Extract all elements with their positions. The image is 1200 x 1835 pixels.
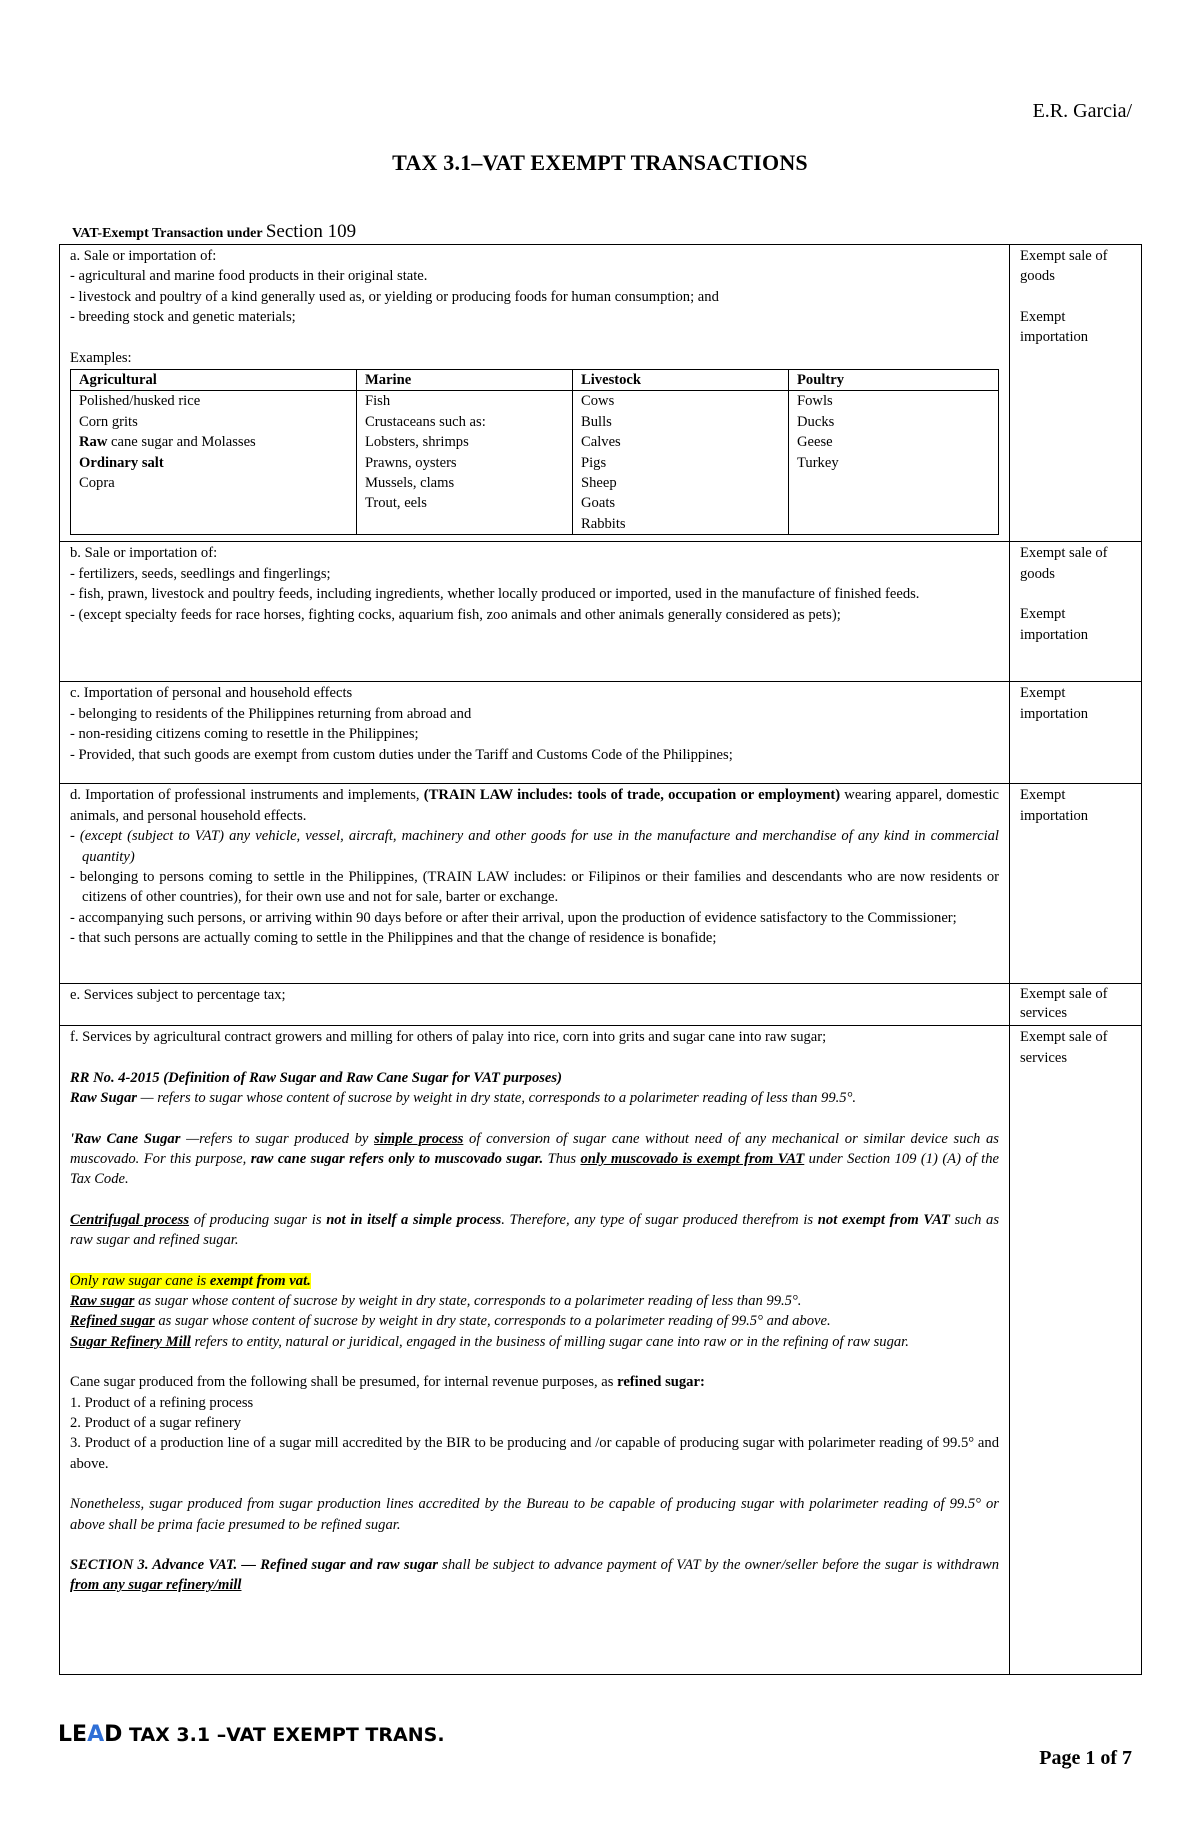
list-item: Mussels, clams [365,475,455,492]
highlighted-note: Only raw sugar cane is exempt from vat. [70,1272,311,1289]
list-item: 2. Product of a sugar refinery [70,1414,242,1431]
table-row-f [60,1026,1142,1675]
row-f-classification: Exempt sale of services [1010,1026,1142,1675]
list-item: - accompanying such persons, or arriving within 90 days before or after their arrival, upon the production of evidence satisfactory to the Commissioner; [70,909,957,926]
author-initials: E.R. Garcia/ [1032,100,1132,122]
page-number: Page 1 of 7 [1039,1747,1132,1769]
examples-table [70,369,999,535]
table-row-d [60,784,1142,984]
list-item: - belonging to persons coming to settle in the Philippines, (TRAIN LAW includes: or Filipinos or their families and descendants who are now residents or citizens of other countries), for their own use and not for sale, barter or exchange. [70,868,999,906]
section-3-advance-vat: SECTION 3. Advance VAT. — Refined sugar and raw sugar shall be subject to advance payment of VAT by the owner/seller before the sugar is withdrawn from any sugar refinery/mill [70,1557,1000,1594]
col-header-marine: Marine [357,370,573,391]
row-d-content [60,784,1010,984]
table-row-c [60,682,1142,784]
row-c-intro: c. Importation of personal and household effects [70,685,353,702]
raw-sugar-def: Raw sugar as sugar whose content of sucrose by weight in dry state, corresponds to a polarimeter reading of less than 99.5°. [70,1292,802,1309]
list-item: Rabbits [581,515,626,532]
list-item: - breeding stock and genetic materials; [70,309,296,326]
table-row-e [60,984,1142,1026]
list-item: - non-residing citizens coming to resettle in the Philippines; [70,726,419,743]
list-item: Bulls [581,413,612,430]
document-title: TAX 3.1–VAT EXEMPT TRANSACTIONS [392,150,808,175]
list-item: 1. Product of a refining process [70,1394,254,1411]
list-item: - (except (subject to VAT) any vehicle, vessel, aircraft, machinery and other goods for use in the manufacture and merchandise of any kind in commercial quantity) [70,828,999,865]
list-item: Trout, eels [365,495,427,512]
poultry-cell [789,391,999,535]
col-header-livestock: Livestock [573,370,789,391]
row-f-intro: f. Services by agricultural contract growers and milling for others of palay into rice, corn into grits and sugar cane into raw sugar; [70,1029,827,1046]
row-a-classification: Exempt sale of goods Exempt importation [1010,245,1142,542]
list-item: - that such persons are actually coming to settle in the Philippines and that the change of residence is bonafide; [70,930,717,947]
list-item: - (except specialty feeds for race horses, fighting cocks, aquarium fish, zoo animals and other animals generally considered as pets); [70,606,841,623]
list-item: Ducks [797,413,835,430]
list-item: Calves [581,434,621,451]
row-d-classification: Exempt importation [1010,784,1142,984]
list-item: Copra [79,475,115,492]
footer-brand: LEAD TAX 3.1 –VAT EXEMPT TRANS. [58,1722,445,1747]
row-b-content [60,542,1010,682]
col-header-agricultural: Agricultural [71,370,357,391]
row-c-content [60,682,1010,784]
list-item: - fertilizers, seeds, seedlings and fingerlings; [70,565,331,582]
list-item: Fish [365,393,391,410]
section-heading [72,221,356,243]
list-item: Polished/husked rice [79,393,201,410]
list-item: Corn grits [79,413,138,430]
list-item: Raw cane sugar and Molasses [79,434,256,451]
list-item: Fowls [797,393,833,410]
row-c-classification: Exempt importation [1010,682,1142,784]
row-f-content [60,1026,1010,1675]
rr-title: RR No. 4-2015 (Definition of Raw Sugar and Raw Cane Sugar for VAT purposes) [70,1069,562,1086]
list-item: - belonging to residents of the Philippines returning from abroad and [70,705,472,722]
list-item: Sheep [581,475,617,492]
list-item: Goats [581,495,616,512]
col-header-poultry: Poultry [789,370,999,391]
list-item: - fish, prawn, livestock and poultry feeds, including ingredients, whether locally produced or imported, used in the manufacture of finished feeds. [70,586,920,603]
list-item: 3. Product of a production line of a sugar mill accredited by the BIR to be producing and /or capable of producing sugar with polarimeter reading of 99.5° and above. [70,1435,999,1472]
list-item: Turkey [797,454,839,471]
row-e-content: e. Services subject to percentage tax; [60,984,1010,1026]
examples-label: Examples: [70,349,132,366]
row-e-classification: Exempt sale of services [1010,984,1142,1026]
agricultural-cell [71,391,357,535]
list-item: Lobsters, shrimps [365,434,469,451]
list-item: - livestock and poultry of a kind generally used as, or yielding or producing foods for human consumption; and [70,288,719,305]
presumption-statement: Cane sugar produced from the following shall be presumed, for internal revenue purposes, as refined sugar: [70,1374,705,1391]
list-item: - Provided, that such goods are exempt from custom duties under the Tariff and Customs Code of the Philippines; [70,746,733,763]
sugar-refinery-mill-def: Sugar Refinery Mill refers to entity, natural or juridical, engaged in the business of milling sugar cane into raw or in the refining of raw sugar. [70,1333,909,1350]
brand-logo-a: A [87,1722,105,1747]
footer-doc-title: TAX 3.1 –VAT EXEMPT TRANS. [122,1724,445,1746]
section-number: Section 109 [265,221,357,242]
row-b-intro: b. Sale or importation of: [70,545,218,562]
row-a-content [60,245,1010,542]
row-b-classification: Exempt sale of goods Exempt importation [1010,542,1142,682]
vat-exempt-table [59,244,1142,1675]
nonetheless-note: Nonetheless, sugar produced from sugar production lines accredited by the Bureau to be capable of producing sugar with polarimeter reading of 99.5° or above shall be prima facie presumed to be refined sugar. [70,1496,999,1533]
list-item: - agricultural and marine food products in their original state. [70,268,428,285]
list-item: Prawns, oysters [365,454,457,471]
section-heading-label: VAT-Exempt Transaction under [72,226,263,241]
raw-cane-sugar-definition: 'Raw Cane Sugar —refers to sugar produced by simple process of conversion of sugar cane without need of any mechanical or similar device such as muscovado. For this purpose, raw cane sugar refers only to muscovado sugar. Thus only muscovado is exempt from VAT under Section 109 (1) (A) of the Tax Code. [70,1130,999,1188]
table-row-a [60,245,1142,542]
list-item: Pigs [581,454,607,471]
list-item: Crustaceans such as: [365,413,486,430]
centrifugal-process-note: Centrifugal process of producing sugar is not in itself a simple process. Therefore, any type of sugar produced therefrom is not exempt from VAT such as raw sugar and refined sugar. [70,1211,1000,1249]
refined-sugar-def: Refined sugar as sugar whose content of sucrose by weight in dry state, corresponds to a polarimeter reading of 99.5° and above. [70,1313,831,1330]
row-d-intro: d. Importation of professional instruments and implements, (TRAIN LAW includes: tools of trade, occupation or employment) wearing apparel, domestic animals, and personal household effects. [70,787,999,824]
list-item: Geese [797,434,833,451]
list-item: Ordinary salt [79,454,164,471]
table-row-b [60,542,1142,682]
raw-sugar-definition: Raw Sugar — refers to sugar whose content of sucrose by weight in dry state, corresponds to a polarimeter reading of less than 99.5°. [70,1090,857,1107]
list-item: Cows [581,393,615,410]
row-a-intro: a. Sale or importation of: [70,248,217,264]
marine-cell [357,391,573,535]
livestock-cell [573,391,789,535]
